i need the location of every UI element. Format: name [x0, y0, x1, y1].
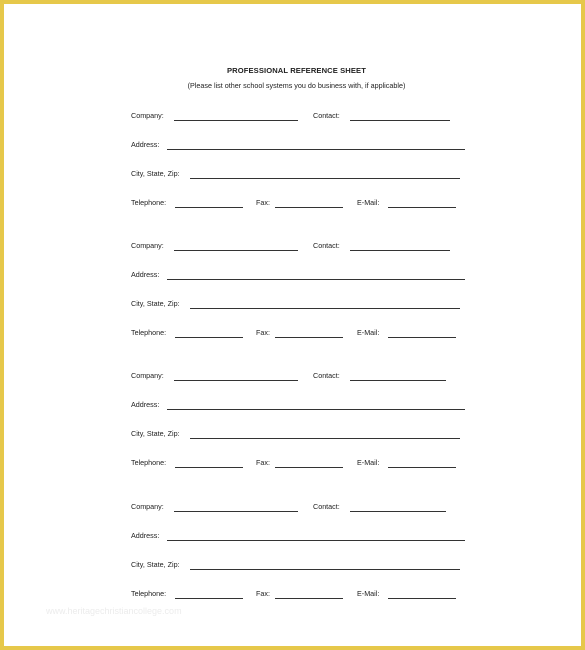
address-label: Address: — [131, 400, 160, 409]
fax-field[interactable] — [275, 207, 343, 208]
address-label: Address: — [131, 270, 160, 279]
telephone-label: Telephone: — [131, 328, 167, 337]
company-field[interactable] — [174, 380, 298, 381]
city-state-zip-label: City, State, Zip: — [131, 560, 180, 569]
company-field[interactable] — [174, 250, 298, 251]
contact-field[interactable] — [350, 250, 450, 251]
city-state-zip-field[interactable] — [190, 569, 460, 570]
fax-label: Fax: — [256, 328, 270, 337]
fax-label: Fax: — [256, 198, 270, 207]
company-field[interactable] — [174, 511, 298, 512]
email-field[interactable] — [388, 598, 456, 599]
document-title: PROFESSIONAL REFERENCE SHEET — [227, 66, 366, 75]
company-label: Company: — [131, 371, 164, 380]
contact-label: Contact: — [313, 241, 340, 250]
email-label: E-Mail: — [357, 458, 380, 467]
fax-field[interactable] — [275, 598, 343, 599]
telephone-field[interactable] — [175, 467, 243, 468]
contact-label: Contact: — [313, 111, 340, 120]
address-field[interactable] — [167, 409, 465, 410]
fax-label: Fax: — [256, 458, 270, 467]
company-row — [9, 371, 584, 383]
company-label: Company: — [131, 241, 164, 250]
company-label: Company: — [131, 111, 164, 120]
city-state-zip-field[interactable] — [190, 178, 460, 179]
address-field[interactable] — [167, 540, 465, 541]
contact-label: Contact: — [313, 371, 340, 380]
company-label: Company: — [131, 502, 164, 511]
phone-row — [9, 458, 584, 470]
telephone-label: Telephone: — [131, 458, 167, 467]
city-state-zip-row — [9, 560, 584, 572]
city-state-zip-label: City, State, Zip: — [131, 169, 180, 178]
email-field[interactable] — [388, 207, 456, 208]
company-field[interactable] — [174, 120, 298, 121]
document-subtitle: (Please list other school systems you do business with, if applicable) — [187, 81, 406, 90]
phone-row — [9, 328, 584, 340]
fax-field[interactable] — [275, 467, 343, 468]
telephone-field[interactable] — [175, 337, 243, 338]
city-state-zip-field[interactable] — [190, 438, 460, 439]
telephone-field[interactable] — [175, 207, 243, 208]
address-row — [9, 270, 584, 282]
phone-row — [9, 589, 584, 601]
address-row — [9, 140, 584, 152]
email-field[interactable] — [388, 337, 456, 338]
email-label: E-Mail: — [357, 198, 380, 207]
contact-field[interactable] — [350, 511, 446, 512]
address-row — [9, 531, 584, 543]
city-state-zip-row — [9, 169, 584, 181]
city-state-zip-row — [9, 429, 584, 441]
city-state-zip-label: City, State, Zip: — [131, 429, 180, 438]
address-label: Address: — [131, 531, 160, 540]
email-label: E-Mail: — [357, 328, 380, 337]
email-label: E-Mail: — [357, 589, 380, 598]
company-row — [9, 502, 584, 514]
company-row — [9, 241, 584, 253]
telephone-label: Telephone: — [131, 198, 167, 207]
address-field[interactable] — [167, 279, 465, 280]
watermark: www.heritagechristiancollege.com — [46, 606, 182, 616]
address-label: Address: — [131, 140, 160, 149]
contact-label: Contact: — [313, 502, 340, 511]
contact-field[interactable] — [350, 380, 446, 381]
address-field[interactable] — [167, 149, 465, 150]
city-state-zip-row — [9, 299, 584, 311]
city-state-zip-field[interactable] — [190, 308, 460, 309]
address-row — [9, 400, 584, 412]
telephone-label: Telephone: — [131, 589, 167, 598]
document-page — [9, 9, 576, 641]
contact-field[interactable] — [350, 120, 450, 121]
fax-label: Fax: — [256, 589, 270, 598]
city-state-zip-label: City, State, Zip: — [131, 299, 180, 308]
telephone-field[interactable] — [175, 598, 243, 599]
fax-field[interactable] — [275, 337, 343, 338]
phone-row — [9, 198, 584, 210]
email-field[interactable] — [388, 467, 456, 468]
company-row — [9, 111, 584, 123]
